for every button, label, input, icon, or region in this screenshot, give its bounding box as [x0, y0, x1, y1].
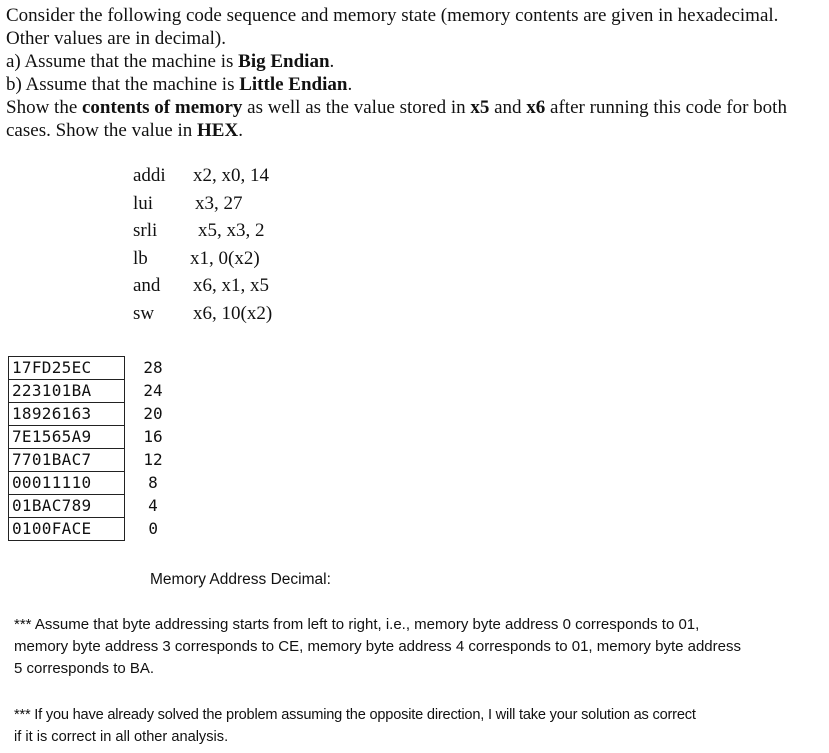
- code-args: x1, 0(x2): [190, 248, 260, 269]
- note-2-line-2: if it is correct in all other analysis.: [14, 729, 229, 745]
- note-1-line-3: 5 corresponds to BA.: [14, 660, 155, 677]
- memory-address: 28: [143, 358, 163, 377]
- code-args: x3, 27: [195, 193, 243, 214]
- memory-row: [9, 426, 170, 449]
- memory-address: 24: [143, 381, 163, 400]
- code-args: x6, 10(x2): [193, 303, 273, 324]
- question-line-2: Other values are in decimal).: [6, 28, 226, 49]
- question-line-1: Consider the following code sequence and memory state (memory contents are given in hexadecimal.: [6, 5, 779, 26]
- memory-value: 223101BA: [9, 380, 125, 403]
- show-instruction: Show the contents of memory as well as the value stored in x5 and x6 after running this code for both: [6, 97, 787, 118]
- memory-row: [9, 472, 170, 495]
- memory-address: 0: [148, 519, 159, 538]
- memory-value: 0100FACE: [9, 518, 125, 541]
- memory-caption: Memory Address Decimal:: [150, 571, 331, 588]
- code-op: addi: [133, 165, 166, 186]
- memory-row: [9, 380, 170, 403]
- memory-address: 16: [143, 427, 163, 446]
- code-args: x6, x1, x5: [193, 275, 269, 296]
- memory-row: [9, 518, 170, 541]
- memory-address: 12: [143, 450, 163, 469]
- memory-value: 7E1565A9: [9, 426, 125, 449]
- memory-row: [9, 495, 170, 518]
- memory-row: [9, 357, 170, 380]
- memory-address: 4: [148, 496, 158, 515]
- part-b: b) Assume that the machine is Little Endian.: [6, 74, 353, 95]
- note-1-line-2: memory byte address 3 corresponds to CE, memory byte address 4 corresponds to 01, memory byte address: [14, 638, 741, 655]
- part-a: a) Assume that the machine is Big Endian.: [6, 51, 335, 72]
- memory-address: 8: [148, 473, 158, 492]
- code-op: srli: [133, 220, 158, 241]
- note-1-line-1: *** Assume that byte addressing starts from left to right, i.e., memory byte address 0 corresponds to 01,: [14, 616, 700, 633]
- memory-value: 01BAC789: [9, 495, 125, 518]
- memory-value: 00011110: [9, 472, 125, 495]
- memory-table: [8, 356, 170, 541]
- memory-value: 7701BAC7: [9, 449, 125, 472]
- memory-row: [9, 403, 170, 426]
- cases-instruction: cases. Show the value in HEX.: [6, 120, 243, 141]
- code-op: sw: [133, 303, 155, 324]
- code-args: x2, x0, 14: [193, 165, 269, 186]
- code-op: lb: [133, 248, 148, 269]
- code-op: and: [133, 275, 161, 296]
- code-op: lui: [133, 193, 154, 214]
- code-args: x5, x3, 2: [198, 220, 265, 241]
- note-2-line-1: *** If you have already solved the problem assuming the opposite direction, I will take your solution as correct: [14, 707, 696, 723]
- memory-address: 20: [143, 404, 163, 423]
- memory-value: 18926163: [9, 403, 125, 426]
- memory-value: 17FD25EC: [9, 357, 125, 380]
- memory-row: [9, 449, 170, 472]
